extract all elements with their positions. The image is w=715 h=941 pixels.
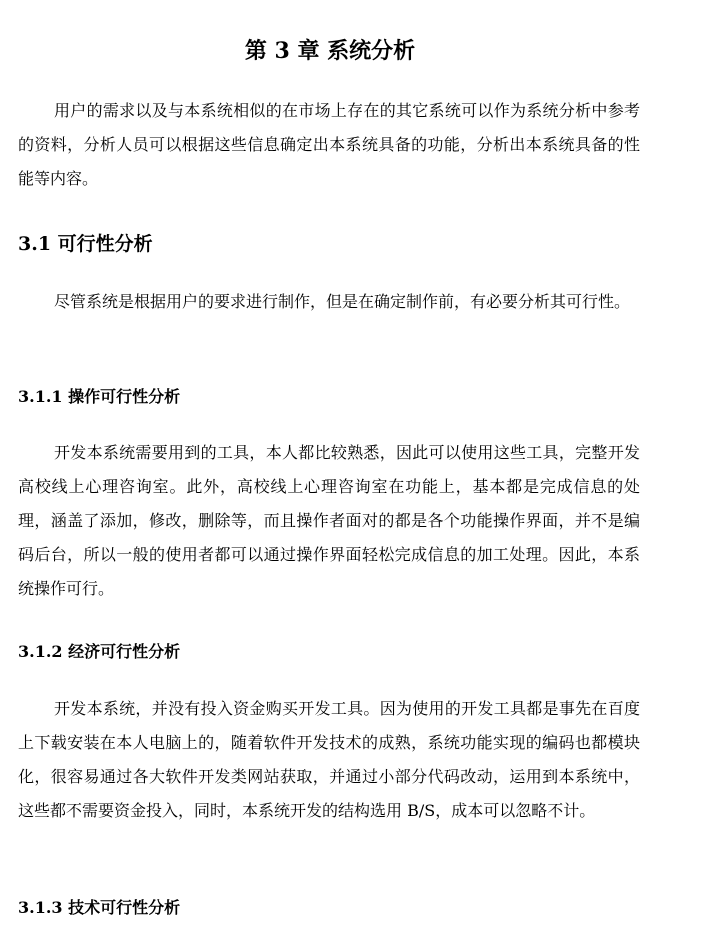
section-heading-3-1: 3.1 可行性分析 [18,233,153,255]
section-heading-3-1-1: 3.1.1 操作可行性分析 [18,387,181,406]
section-heading-3-1-3: 3.1.3 技术可行性分析 [18,898,181,917]
section-3-1-paragraph: 尽管系统是根据用户的要求进行制作，但是在确定制作前，有必要分析其可行性。 [54,292,631,311]
chapter-title: 第 3 章 系统分析 [244,38,416,64]
section-3-1-2-paragraph: 开发本系统，并没有投入资金购买开发工具。因为使用的开发工具都是事先在百度上下载安装在本人电脑上的，随着软件开发技术的成熟，系统功能实现的编码也都模块化，很容易通过各大软件开发类网站获取，并通过小部分代码改动，运用到本系统中，这些都不需要资金投入，同时，本系统开发的结构选用 B/S，成本可以忽略不计。 [18,699,640,820]
section-heading-3-1-2: 3.1.2 经济可行性分析 [18,642,181,661]
chapter-intro-paragraph: 用户的需求以及与本系统相似的在市场上存在的其它系统可以作为系统分析中参考的资料，分析人员可以根据这些信息确定出本系统具备的功能，分析出本系统具备的性能等内容。 [18,101,640,188]
section-3-1-1-paragraph: 开发本系统需要用到的工具，本人都比较熟悉，因此可以使用这些工具，完整开发高校线上心理咨询室。此外，高校线上心理咨询室在功能上，基本都是完成信息的处理，涵盖了添加，修改，删除等，而且操作者面对的都是各个功能操作界面，并不是编码后台，所以一般的使用者都可以通过操作界面轻松完成信息的加工处理。因此，本系统操作可行。 [18,443,640,598]
